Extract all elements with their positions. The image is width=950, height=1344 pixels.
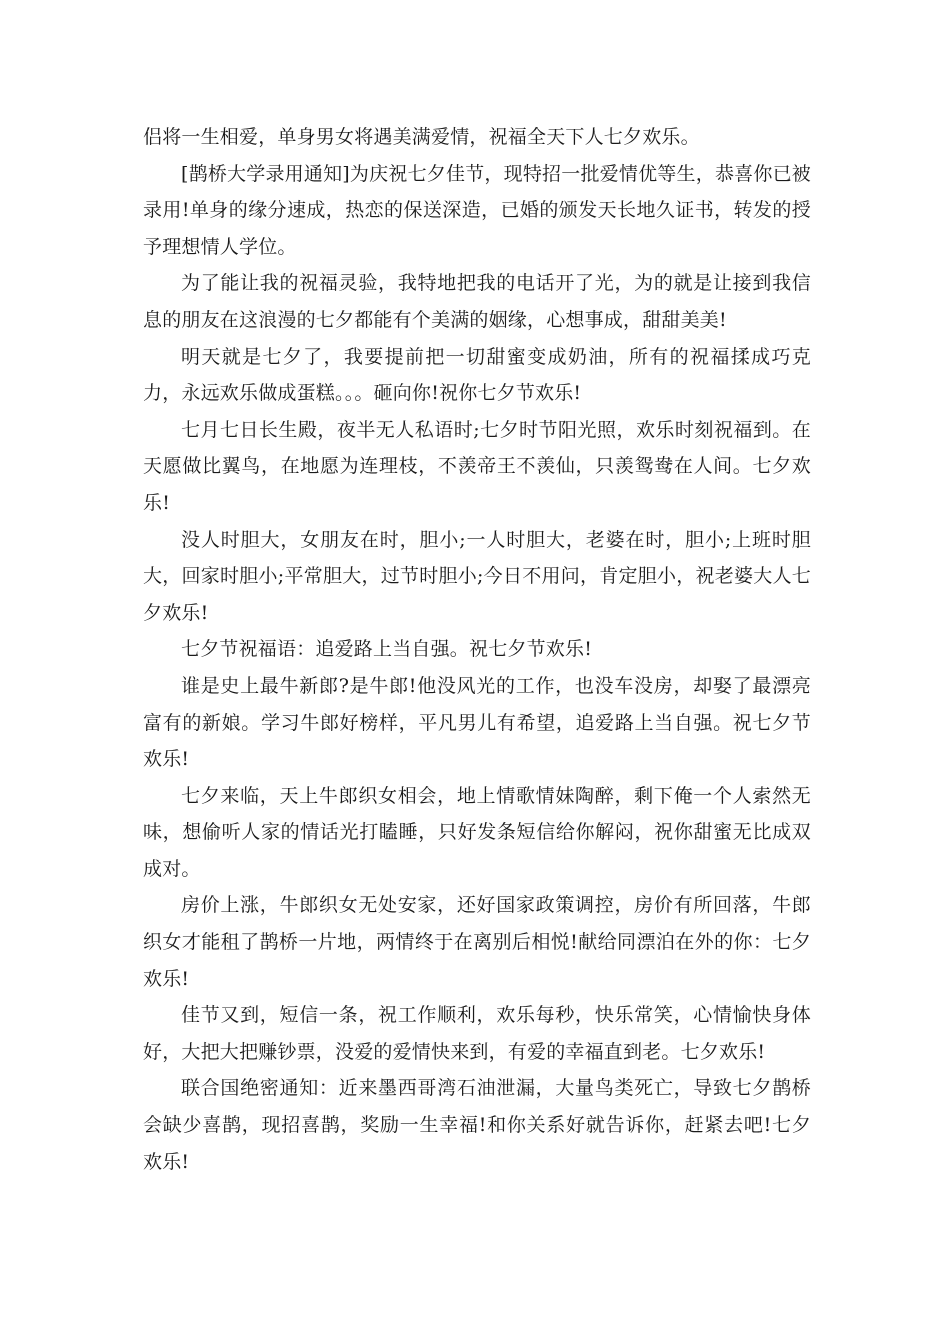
paragraph-un-secret-notice: 联合国绝密通知：近来墨西哥湾石油泄漏，大量鸟类死亡，导致七夕鹊桥会缺少喜鹊，现招喜鹊，奖励一生幸福!和你关系好就告诉你，赶紧去吧!七夕欢乐! xyxy=(143,1077,811,1173)
paragraph-festival-again: 佳节又到，短信一条，祝工作顺利，欢乐每秒，快乐常笑，心情愉快身体好，大把大把赚钞票，没爱的爱情快来到，有爱的幸福直到老。七夕欢乐! xyxy=(143,1004,811,1063)
document-body xyxy=(143,119,811,1180)
paragraph-changsheng-palace: 七月七日长生殿，夜半无人私语时;七夕时节阳光照，欢乐时刻祝福到。在天愿做比翼鸟，在地愿为连理枝，不羡帝王不羡仙，只羡鸳鸯在人间。七夕欢乐! xyxy=(143,418,811,514)
paragraph-blessing-short: 七夕节祝福语：追爱路上当自强。祝七夕节欢乐! xyxy=(181,638,593,661)
paragraph-sweet-cake: 明天就是七夕了，我要提前把一切甜蜜变成奶油，所有的祝福揉成巧克力，永远欢乐做成蛋糕。。。砸向你!祝你七夕节欢乐! xyxy=(143,345,811,405)
paragraph-blessed-phone: 为了能让我的祝福灵验，我特地把我的电话开了光，为的就是让接到我信息的朋友在这浪漫的七夕都能有个美满的姻缘，心想事成，甜甜美美! xyxy=(143,272,811,331)
paragraph-qixi-arrives: 七夕来临，天上牛郎织女相会，地上情歌情妹陶醉，剩下俺一个人索然无味，想偷听人家的情话光打瞌睡，只好发条短信给你解闷，祝你甜蜜无比成双成对。 xyxy=(143,784,811,880)
paragraph-magpie-university-notice: [鹊桥大学录用通知]为庆祝七夕佳节，现特招一批爱情优等生，恭喜你已被录用!单身的缘分速成，热恋的保送深造，已婚的颁发天长地久证书，转发的授予理想情人学位。 xyxy=(143,162,811,258)
paragraph-continued: 侣将一生相爱，单身男女将遇美满爱情，祝福全天下人七夕欢乐。 xyxy=(143,126,700,148)
paragraph-brave-timid: 没人时胆大，女朋友在时，胆小;一人时胆大，老婆在时，胆小;上班时胆大，回家时胆小;平常胆大，过节时胆小;今日不用问，肯定胆小，祝老婆大人七夕欢乐! xyxy=(143,528,811,624)
paragraph-housing-price: 房价上涨，牛郎织女无处安家，还好国家政策调控，房价有所回落，牛郎织女才能租了鹊桥一片地，两情终于在离别后相悦!献给同漂泊在外的你：七夕欢乐! xyxy=(143,894,811,990)
paragraph-best-groom: 谁是史上最牛新郎?是牛郎!他没风光的工作，也没车没房，却娶了最漂亮富有的新娘。学习牛郎好榜样，平凡男儿有希望，追爱路上当自强。祝七夕节欢乐! xyxy=(143,674,811,771)
